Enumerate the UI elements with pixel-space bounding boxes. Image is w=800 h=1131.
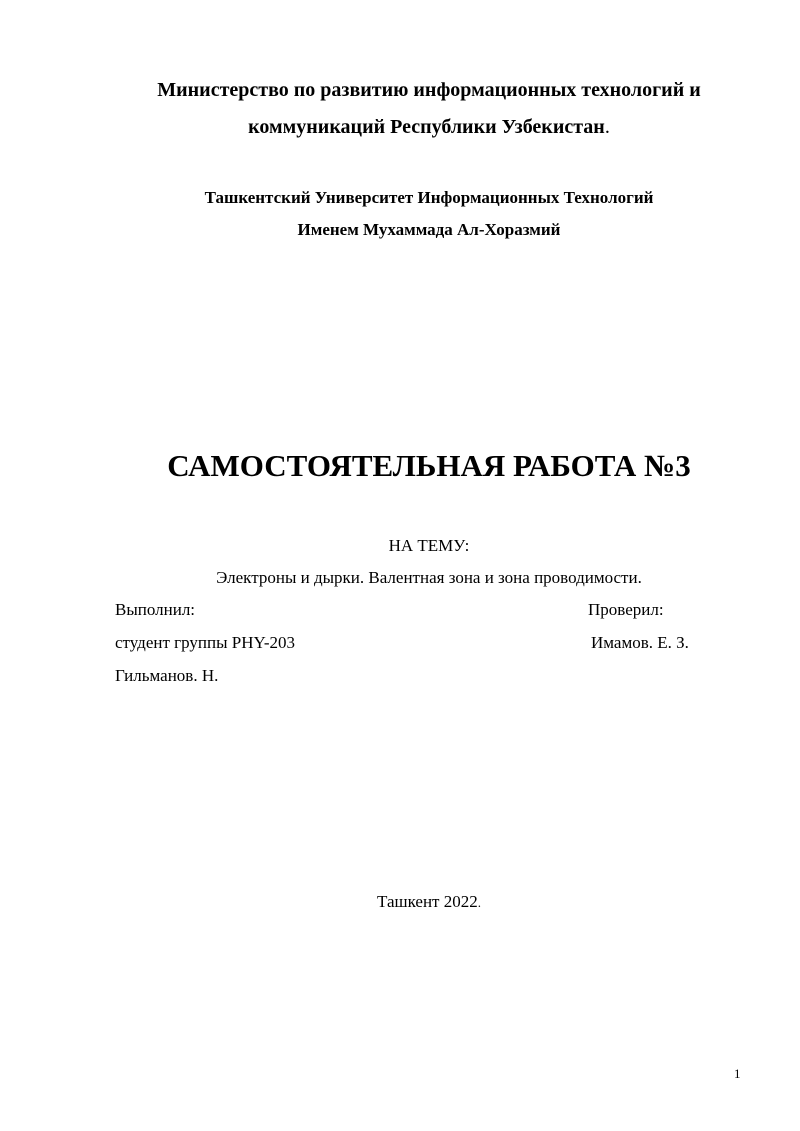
topic-label: НА ТЕМУ: [388, 536, 470, 555]
performed-label: Выполнил: [115, 600, 196, 619]
university-line-1: Ташкентский Университет Информационных Технологий [204, 188, 654, 207]
ministry-line-2-text: коммуникаций Республики Узбекистан [248, 116, 605, 138]
city-year-period: . [477, 895, 481, 910]
city-year-text: Ташкент 2022 [376, 892, 478, 911]
document-title: САМОСТОЯТЕЛЬНАЯ РАБОТА №3 [167, 448, 691, 483]
checked-label: Проверил: [588, 600, 664, 619]
page-number: 1 [734, 1066, 741, 1081]
city-year [0, 893, 800, 912]
topic-text: Электроны и дырки. Валентная зона и зона проводимости. [216, 568, 642, 587]
university-line-2: Именем Мухаммада Ал-Хоразмий [297, 220, 561, 239]
ministry-line-2 [0, 117, 800, 137]
student-group: студент группы PHY-203 [115, 633, 296, 652]
ministry-line-1: Министерство по развитию информационных технологий и [157, 79, 701, 101]
ministry-line-2-period: . [604, 116, 610, 138]
checker-name: Имамов. Е. З. [591, 633, 689, 652]
student-name: Гильманов. Н. [115, 666, 219, 685]
